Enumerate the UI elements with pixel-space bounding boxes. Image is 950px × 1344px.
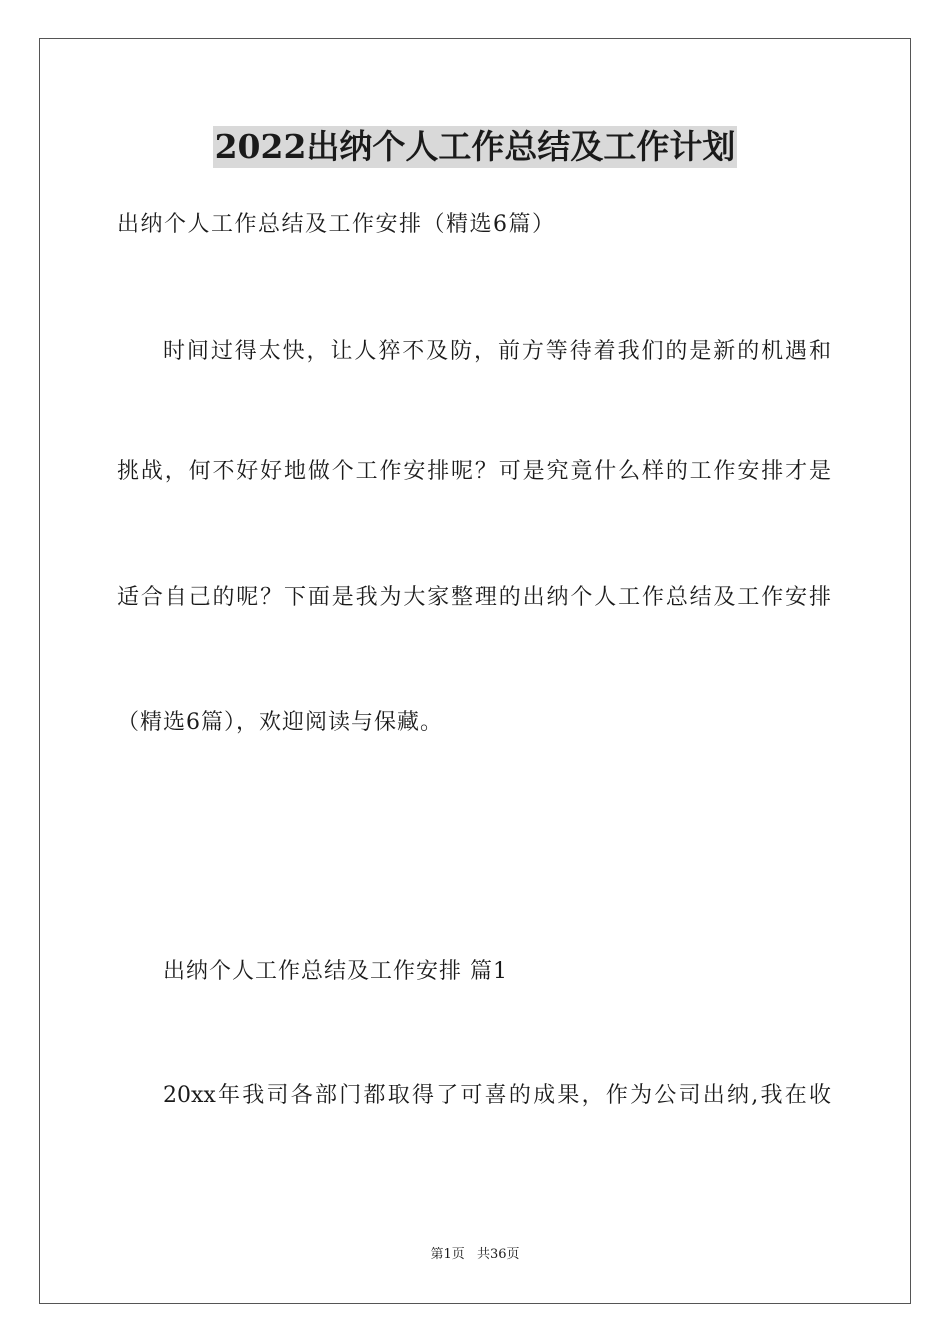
body-line-1: 20xx年我司各部门都取得了可喜的成果，作为公司出纳,我在收: [163, 1083, 831, 1108]
title-block: [0, 126, 950, 168]
intro-line-1: 时间过得太快，让人猝不及防，前方等待着我们的是新的机遇和: [163, 339, 831, 364]
page-number: 第1页: [430, 1247, 465, 1262]
document-subtitle: 出纳个人工作总结及工作安排（精选6篇）: [117, 212, 556, 237]
section-heading: 出纳个人工作总结及工作安排 篇1: [163, 959, 508, 984]
page-total: 共36页: [476, 1247, 520, 1262]
intro-line-2: 挑战，何不好好地做个工作安排呢？可是究竟什么样的工作安排才是: [117, 459, 831, 484]
intro-line-4: （精选6篇），欢迎阅读与保藏。: [117, 710, 443, 735]
document-title: 2022出纳个人工作总结及工作计划: [214, 127, 736, 166]
intro-line-3: 适合自己的呢？下面是我为大家整理的出纳个人工作总结及工作安排: [117, 585, 831, 610]
page-footer: [0, 1246, 950, 1264]
